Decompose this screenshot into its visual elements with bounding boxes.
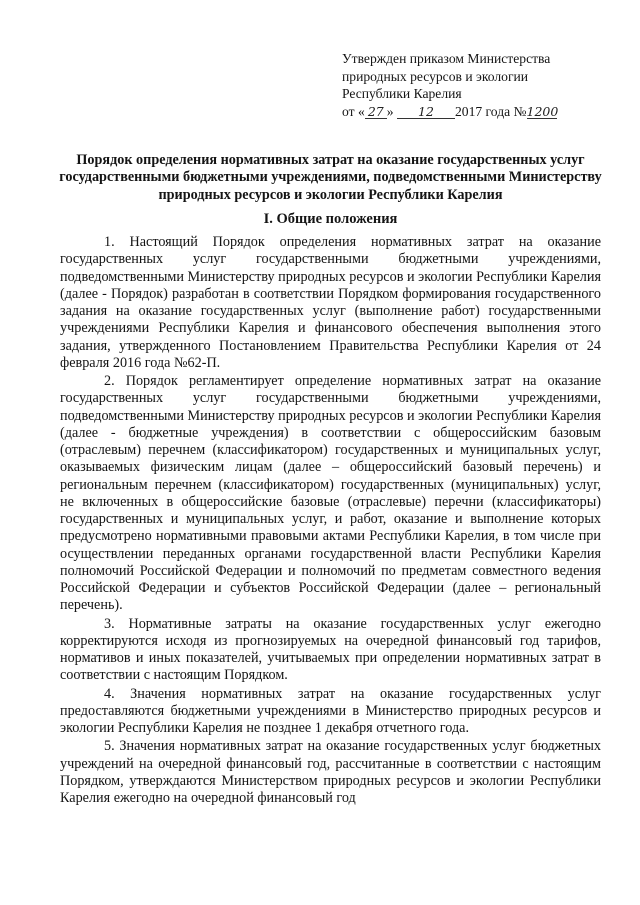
date-suffix: 2017 года № xyxy=(454,103,527,119)
date-month-handwritten: 12 xyxy=(397,105,455,119)
approval-date-line xyxy=(342,103,602,121)
approval-line-3: Республики Карелия xyxy=(342,86,462,101)
paragraph-5: 5. Значения нормативных затрат на оказание государственных услуг бюджетных учреждений на очередной финансовый год, рассчитанные в соответствии с настоящим Порядком, утверждаются Министерством природных ресурсов и экологии Республики Карелия ежегодно на очередной финансовый год xyxy=(60,738,601,806)
paragraph-1: 1. Настоящий Порядок определения нормативных затрат на оказание государственных услуг государственными бюджетными учреждениями, подведомственными Министерству природных ресурсов и экологии Республики Карелия (далее - Порядок) разработан в соответствии Порядком формирования государственного задания на оказание государственных услуг (выполнение работ) государственными учреждениями Республики Карелия и финансового обеспечения выполнения этого задания, утвержденного Постановлением Правительства Республики Карелия от 24 февраля 2016 года №62-П. xyxy=(60,234,601,371)
order-number-handwritten: 1200 xyxy=(526,103,559,119)
document-title: Порядок определения нормативных затрат на оказание государственных услуг государственными бюджетными учреждениями, подведомственными Министерству природных ресурсов и экологии Республики Карелия xyxy=(59,152,602,203)
paragraph-3: 3. Нормативные затраты на оказание государственных услуг ежегодно корректируются исходя из прогнозируемых на очередной финансовый год тарифов, нормативов и иных показателей, учитываемых при определении нормативных затрат в соответствии с настоящим Порядком. xyxy=(60,615,601,684)
date-mid: » xyxy=(386,103,394,119)
date-prefix: от « xyxy=(342,103,365,119)
approval-line-1: Утвержден приказом Министерства xyxy=(342,51,551,66)
paragraph-2: 2. Порядок регламентирует определение нормативных затрат на оказание государственных услуг государственными бюджетными учреждениями, подведомственными Министерству природных ресурсов и экологии Республики Карелия (далее - бюджетные учреждения) в соответствии с общероссийским базовым (отраслевым) перечнем (классификатором) государственных и муниципальных услуг, оказываемых физическим лицам (далее – общероссийский базовый перечень) и региональным перечнем (классификатором) государственных (муниципальных) услуг, не включенных в общероссийские базовые (отраслевые) перечни (классификаторы) государственных и муниципальных услуг, и работ, оказание и выполнение которых предусмотрено нормативными правовыми актами Республики Карелия, в том числе при осуществлении переданных органами государственной власти Республики Карелия полномочий Российской Федерации и полномочий по предметам совместного ведения Российской Федерации и субъектов Российской Федерации (далее – региональный перечень). xyxy=(60,373,601,614)
date-day-handwritten: 27 xyxy=(365,105,387,119)
paragraph-4: 4. Значения нормативных затрат на оказание государственных услуг предоставляются бюджетными учреждениями в Министерство природных ресурсов и экологии Республики Карелия не позднее 1 декабря отчетного года. xyxy=(60,685,601,736)
section-heading: I. Общие положения xyxy=(263,211,398,227)
document-body xyxy=(60,234,601,807)
approval-stamp-block xyxy=(342,50,602,120)
approval-line-2: природных ресурсов и экологии xyxy=(342,68,529,84)
